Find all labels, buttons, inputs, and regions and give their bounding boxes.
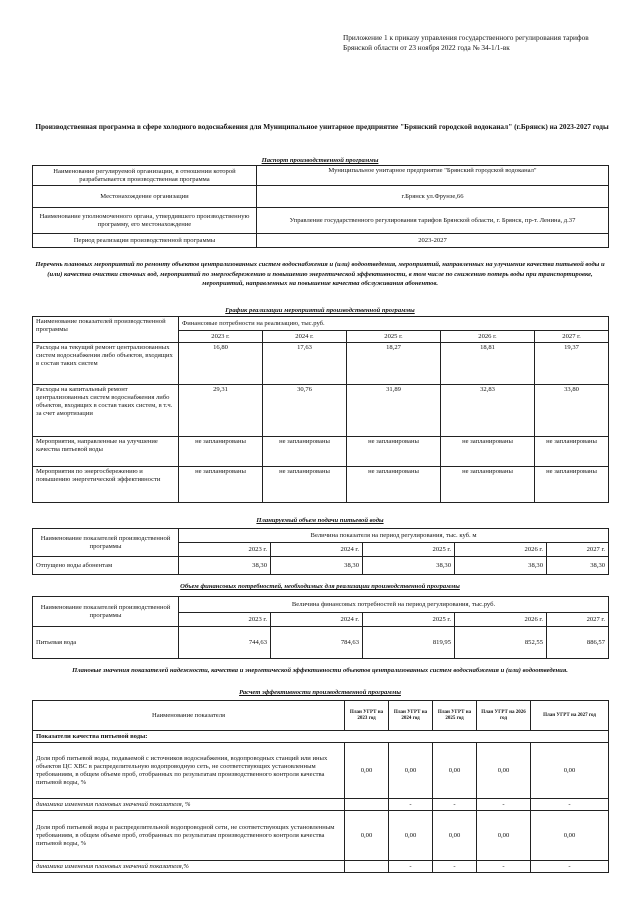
cell-value: 31,89 [347,385,441,437]
cell-value: - [433,799,477,811]
table-row [33,385,609,437]
cell-value: не запланированы [347,437,441,467]
volume-caption [32,516,608,525]
row-label: Доля проб питьевой воды, подаваемой с источников водоснабжения, водопроводных станций или иных объектов ЦС ХВС в распределительную водопроводную сеть, не соответствующих установленным требованиям, в общем объеме проб, отобранных по результатам производственного контроля качества питьевой воды, % [33,743,345,799]
document-title: Производственная программа в сфере холодного водоснабжения для Муниципальное унитарное предприятие "Брянский городской водоканал" (г.Брянск) на 2023-2027 годы [35,122,609,131]
efficiency-table [32,700,609,873]
plan-year-header: План УГРТ на 2026 год [477,701,531,731]
cell-value: 16,80 [179,343,263,385]
cell-value: - [477,799,531,811]
measures-caption: Перечень плановых мероприятий по ремонту объектов централизованных систем водоснабжения и (или) водоотведения, мероприятий, направленных на улучшение качества питьевой воды и (или) качества очистки сточных вод, мероприятий по энергосбережению и повышению энергетической эффективности, в том числе по снижению потерь воды при транспортировке, мероприятий, направленных на повышение качества обслуживания абонентов. [35,261,605,287]
schedule-table [32,316,609,503]
cell-value: 0,00 [389,743,433,799]
volume-col-header: Наименование показателей производственной программы [33,529,179,557]
cell-value: 0,00 [345,811,389,861]
table-row [33,799,609,811]
cell-value: - [531,861,609,873]
cell-value [345,861,389,873]
schedule-group-header: Финансовые потребности на реализацию, тыс.руб. [179,317,609,331]
passport-label: Наименование уполномоченного органа, утвердившего производственную программу, его местонахождение [33,208,257,234]
passport-value: 2023-2027 [257,234,609,248]
cell-value: 38,30 [363,557,455,575]
plan-year-header: План УГРТ на 2027 год [531,701,609,731]
cell-value: - [389,799,433,811]
passport-row [33,234,609,248]
cell-value: не запланированы [441,437,535,467]
year-header: 2027 г. [535,331,609,343]
cell-value: 38,30 [179,557,271,575]
cell-value: 819,95 [363,627,455,659]
cell-value: не запланированы [441,467,535,503]
cell-value: 32,83 [441,385,535,437]
cell-value: не запланированы [535,467,609,503]
volume-table [32,528,609,575]
cell-value: 0,00 [433,743,477,799]
passport-row [33,186,609,208]
table-row [33,861,609,873]
passport-row [33,166,609,186]
cell-value: 18,81 [441,343,535,385]
cell-value: 17,63 [263,343,347,385]
year-header: 2023 г. [179,543,271,557]
passport-row [33,208,609,234]
schedule-caption [32,306,608,315]
plan-year-header: План УГРТ на 2024 год [389,701,433,731]
year-header: 2024 г. [263,331,347,343]
row-label: Отпущено воды абонентам [33,557,179,575]
row-label: Доля проб питьевой воды в распределительной водопроводной сети, не соответствующих установленным требованиям, в общем объеме проб, отобранных по результатам производственного контроля качества питьевой воды, % [33,811,345,861]
cell-value [345,799,389,811]
year-header: 2024 г. [271,543,363,557]
finance-table [32,596,609,659]
cell-value: 886,57 [547,627,609,659]
passport-value: г.Брянск ул.Фрунзе,66 [257,186,609,208]
year-header: 2026 г. [441,331,535,343]
volume-caption-text: Планируемый объем подачи питьевой воды [256,517,384,524]
table-row [33,627,609,659]
year-header: 2024 г. [271,613,363,627]
order-reference: Приложение 1 к приказу управления государственного регулирования тарифов Брянской области от 23 ноября 2022 года № 34-1/1-вк [343,33,589,52]
cell-value: не запланированы [179,467,263,503]
cell-value: - [433,861,477,873]
passport-label: Наименование регулируемой организации, в отношении которой разрабатывается производственная программа [33,166,257,186]
cell-value: - [477,861,531,873]
row-label: Расходы на капитальный ремонт централизованных систем водоснабжения либо объектов, входящих в состав таких систем, в т.ч. за счет амортизации [33,385,179,437]
row-label: Мероприятия по энергосбережению и повышению энергетической эффективности [33,467,179,503]
cell-value: 29,31 [179,385,263,437]
efficiency-col-header: Наименование показателя [33,701,345,731]
passport-value: Муниципальное унитарное предприятие "Брянский городской водоканал" [257,166,609,186]
cell-value: не запланированы [535,437,609,467]
volume-group-header: Величина показателя на период регулирования, тыс. куб. м [179,529,609,543]
row-label: динамика изменения плановых значений показателя, % [33,799,345,811]
passport-caption [32,156,608,165]
year-header: 2026 г. [455,613,547,627]
passport-caption-text: Паспорт производственной программы [261,157,379,164]
cell-value: 852,55 [455,627,547,659]
row-label: Расходы на текущий ремонт централизованных систем водоснабжения либо объектов, входящих в состав таких систем [33,343,179,385]
year-header: 2026 г. [455,543,547,557]
cell-value: 38,30 [455,557,547,575]
row-label: Мероприятия, направленные на улучшение качества питьевой воды [33,437,179,467]
year-header: 2025 г. [347,331,441,343]
table-row [33,743,609,799]
efficiency-caption-text: Расчет эффективности производственной программы [239,689,401,696]
year-header: 2023 г. [179,331,263,343]
efficiency-caption [32,688,608,697]
cell-value: 33,80 [535,385,609,437]
row-label: динамика изменения плановых значений показателя,% [33,861,345,873]
plan-year-header: План УГРТ на 2025 год [433,701,477,731]
cell-value: не запланированы [347,467,441,503]
cell-value: не запланированы [263,437,347,467]
table-row [33,467,609,503]
schedule-caption-text: График реализации мероприятий производственной программы [225,307,415,314]
cell-value: не запланированы [179,437,263,467]
table-row [33,811,609,861]
cell-value: 0,00 [389,811,433,861]
cell-value: - [389,861,433,873]
table-row [33,557,609,575]
table-row [33,343,609,385]
passport-label: Местонахождение организации [33,186,257,208]
year-header: 2025 г. [363,543,455,557]
year-header: 2027 г. [547,543,609,557]
cell-value: 30,76 [263,385,347,437]
cell-value: 0,00 [531,811,609,861]
cell-value: не запланированы [263,467,347,503]
cell-value: - [531,799,609,811]
cell-value: 0,00 [433,811,477,861]
cell-value: 0,00 [345,743,389,799]
year-header: 2027 г. [547,613,609,627]
plan-year-header: План УГРТ на 2023 год [345,701,389,731]
cell-value: 0,00 [531,743,609,799]
cell-value: 38,30 [547,557,609,575]
section-header: Показатели качества питьевой воды: [33,731,609,743]
finance-caption-text: Объем финансовых потребностей, необходимых для реализации производственной программы [180,583,460,590]
cell-value: 0,00 [477,743,531,799]
passport-table [32,165,609,248]
cell-value: 38,30 [271,557,363,575]
cell-value: 784,63 [271,627,363,659]
cell-value: 0,00 [477,811,531,861]
passport-value: Управление государственного регулирования тарифов Брянской области, г. Брянск, пр-т. Ленина, д.37 [257,208,609,234]
finance-col-header: Наименование показателей производственной программы [33,597,179,627]
indicators-caption: Плановые значения показателей надежности, качества и энергетической эффективности объектов централизованных систем водоснабжения и (или) водоотведения. [72,667,568,674]
table-row [33,437,609,467]
year-header: 2023 г. [179,613,271,627]
passport-label: Период реализации производственной программы [33,234,257,248]
schedule-col-header: Наименование показателей производственной программы [33,317,179,343]
cell-value: 18,27 [347,343,441,385]
row-label: Питьевая вода [33,627,179,659]
cell-value: 744,63 [179,627,271,659]
finance-caption [32,582,608,591]
cell-value: 19,37 [535,343,609,385]
finance-group-header: Величина финансовых потребностей на период регулирования, тыс.руб. [179,597,609,613]
year-header: 2025 г. [363,613,455,627]
